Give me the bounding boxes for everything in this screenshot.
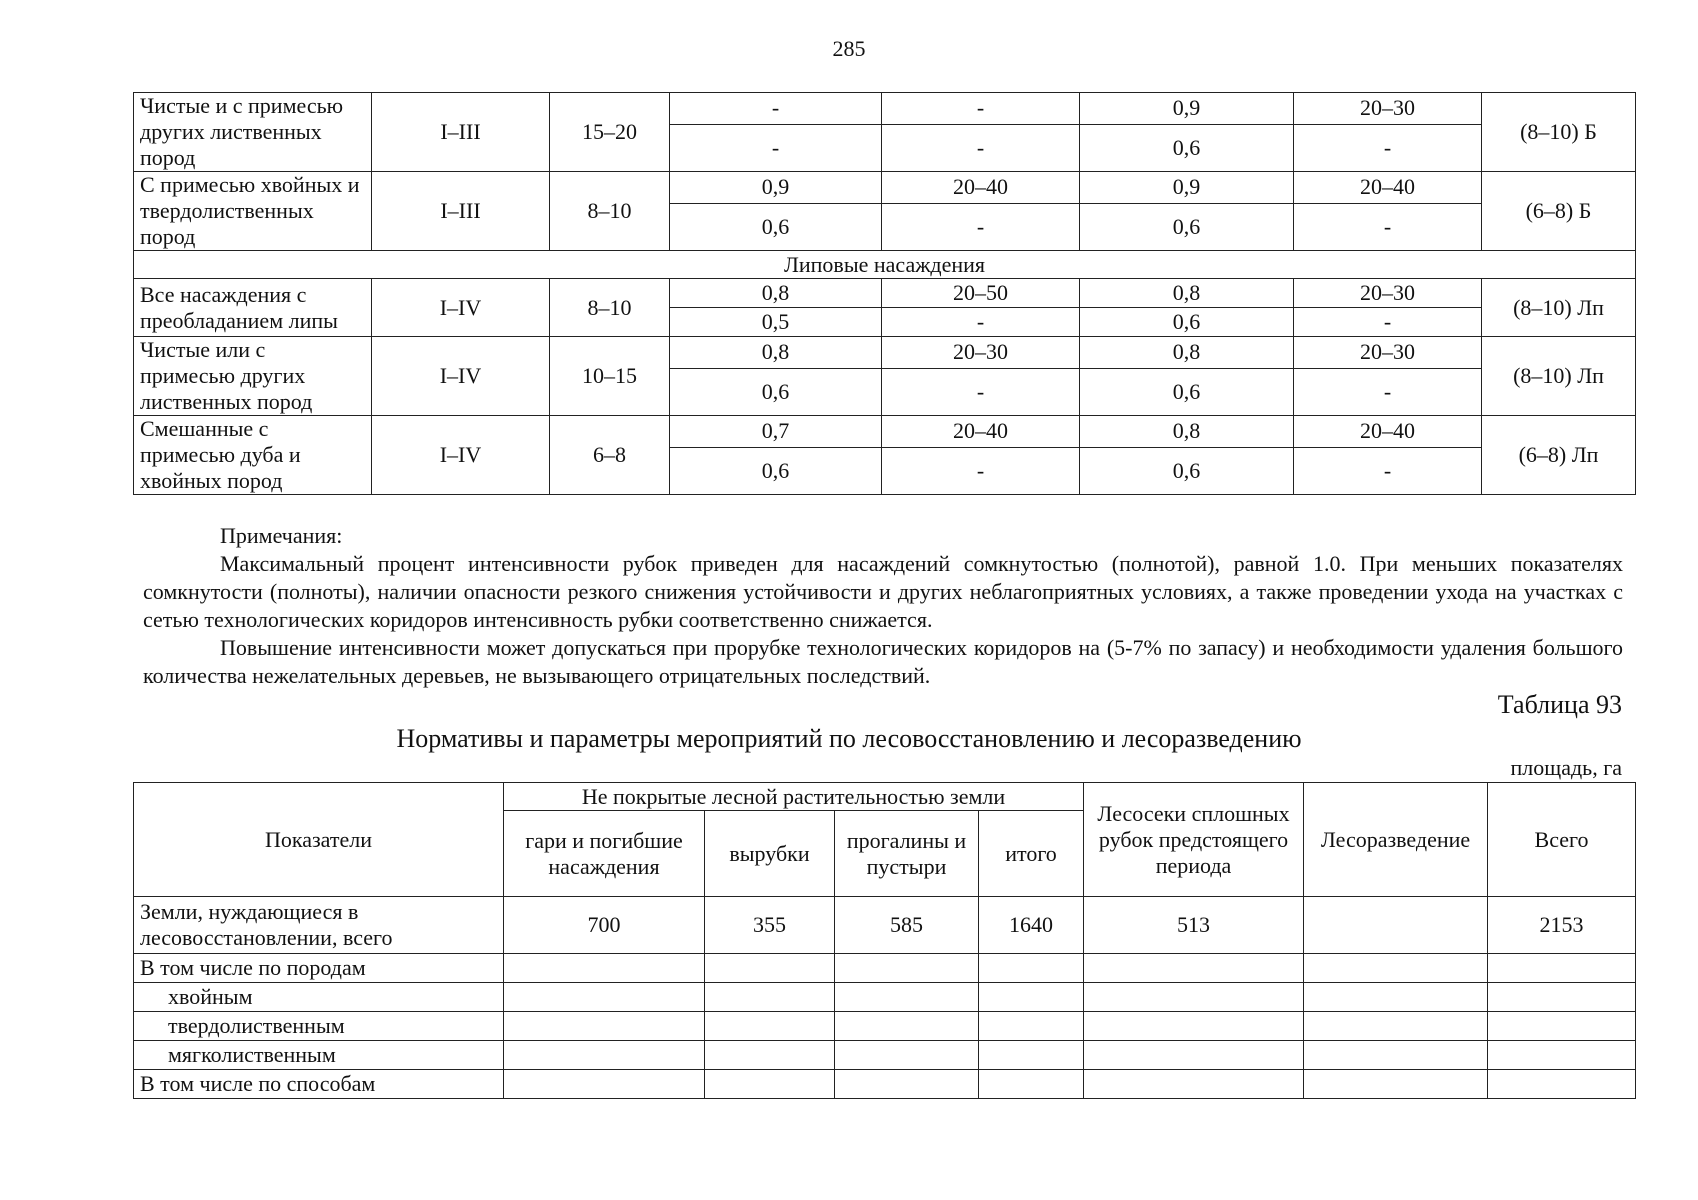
value-cell: - [1294,368,1482,415]
value-cell: 0,6 [670,447,882,494]
table-unit: площадь, га [1510,755,1622,780]
row-label: В том числе по породам [134,954,504,983]
table-row [134,954,1636,983]
stand-type-cell: С примесью хвойных и твердолиственных пород [134,172,372,251]
repeat-period-cell: 8–10 [550,172,670,251]
row-label: В том числе по способам [134,1070,504,1099]
value-cell: - [882,203,1080,250]
row-label: мягколиственным [134,1041,504,1070]
table-row [134,1070,1636,1099]
value-cell: 700 [504,897,705,954]
column-header: прогалины и пустыри [835,811,979,897]
value-cell: 0,8 [1080,279,1294,308]
value-cell [504,983,705,1012]
stand-type-cell: Смешанные с примесью дуба и хвойных пород [134,416,372,495]
page-number: 285 [832,36,866,61]
column-header: итого [979,811,1084,897]
value-cell: 20–40 [1294,416,1482,448]
value-cell [705,1070,835,1099]
value-cell: 0,7 [670,416,882,448]
header-row [134,783,1636,811]
value-cell [835,1070,979,1099]
value-cell [504,1012,705,1041]
value-cell [1084,1070,1304,1099]
column-header: Показатели [134,783,504,897]
value-cell [1304,1012,1488,1041]
column-header: вырубки [705,811,835,897]
value-cell [979,1070,1084,1099]
value-cell: - [882,308,1080,337]
value-cell [1084,983,1304,1012]
table-row [134,279,1636,308]
value-cell [835,983,979,1012]
value-cell: - [882,368,1080,415]
value-cell: 355 [705,897,835,954]
repeat-period-cell: 10–15 [550,337,670,416]
note-paragraph: Повышение интенсивности может допускаться при прорубке технологических коридоров на (5-7% по запасу) и необходимости удаления большого количества нежелательных деревьев, не вызывающего отрицательных последствий. [143,635,1623,688]
value-cell: 0,9 [1080,172,1294,204]
table-row [134,897,1636,954]
value-cell [979,1012,1084,1041]
repeat-period-cell: 15–20 [550,93,670,172]
value-cell [835,1041,979,1070]
value-cell: 0,9 [670,172,882,204]
value-cell: 20–50 [882,279,1080,308]
value-cell [835,1012,979,1041]
value-cell: 20–40 [882,172,1080,204]
value-cell [1304,1070,1488,1099]
value-cell: 513 [1084,897,1304,954]
composition-cell: (8–10) Б [1482,93,1636,172]
value-cell: - [670,124,882,171]
value-cell: 1640 [979,897,1084,954]
column-header: Не покрытые лесной растительностью земли [504,783,1084,811]
composition-cell: (6–8) Лп [1482,416,1636,495]
value-cell: 0,6 [1080,368,1294,415]
repeat-period-cell: 8–10 [550,279,670,337]
value-cell: 0,6 [670,368,882,415]
value-cell: 0,6 [1080,124,1294,171]
age-class-cell: I–IV [372,279,550,337]
value-cell: - [670,93,882,125]
value-cell [705,1012,835,1041]
composition-cell: (8–10) Лп [1482,279,1636,337]
column-header: Лесосеки сплошных рубок предстоящего периода [1084,783,1304,897]
composition-cell: (8–10) Лп [1482,337,1636,416]
value-cell: - [1294,203,1482,250]
value-cell: 20–30 [1294,337,1482,369]
composition-cell: (6–8) Б [1482,172,1636,251]
value-cell [705,1041,835,1070]
value-cell: 585 [835,897,979,954]
value-cell: 0,8 [1080,337,1294,369]
column-header: гари и погибшие насаждения [504,811,705,897]
value-cell: - [1294,308,1482,337]
repeat-period-cell: 6–8 [550,416,670,495]
column-header: Всего [1488,783,1636,897]
section-title: Липовые насаждения [134,251,1636,279]
table-row [134,416,1636,448]
age-class-cell: I–III [372,93,550,172]
value-cell: 20–40 [882,416,1080,448]
table-row [134,983,1636,1012]
column-header: Лесоразведение [1304,783,1488,897]
table-row [134,1041,1636,1070]
value-cell: - [882,93,1080,125]
notes-heading: Примечания: [220,523,343,548]
row-label: хвойным [134,983,504,1012]
value-cell [1488,1041,1636,1070]
row-label: твердолиственным [134,1012,504,1041]
value-cell [979,954,1084,983]
value-cell: 0,6 [1080,447,1294,494]
value-cell [504,1070,705,1099]
value-cell: 20–30 [1294,93,1482,125]
value-cell: 20–40 [1294,172,1482,204]
table-row [134,93,1636,125]
value-cell: 0,6 [1080,308,1294,337]
value-cell [1304,897,1488,954]
value-cell: 0,6 [670,203,882,250]
value-cell: 20–30 [1294,279,1482,308]
value-cell: 2153 [1488,897,1636,954]
value-cell: - [882,447,1080,494]
value-cell [1084,1041,1304,1070]
value-cell: - [1294,447,1482,494]
notes-block [143,522,1623,690]
table-title: Нормативы и параметры мероприятий по лесовосстановлению и лесоразведению [396,724,1302,753]
value-cell [1084,1012,1304,1041]
value-cell: - [1294,124,1482,171]
value-cell [979,983,1084,1012]
value-cell [1304,954,1488,983]
value-cell [504,1041,705,1070]
table-row [134,1012,1636,1041]
value-cell [979,1041,1084,1070]
value-cell [705,954,835,983]
value-cell: 0,8 [670,337,882,369]
stand-type-cell: Все насаждения с преобладанием липы [134,279,372,337]
stand-type-cell: Чистые и с примесью других лиственных пород [134,93,372,172]
value-cell: 0,8 [670,279,882,308]
age-class-cell: I–IV [372,416,550,495]
row-label: Земли, нуждающиеся в лесовосстановлении, всего [134,897,504,954]
age-class-cell: I–III [372,172,550,251]
age-class-cell: I–IV [372,337,550,416]
thinning-norms-table [133,92,1636,495]
note-paragraph: Максимальный процент интенсивности рубок приведен для насаждений сомкнутостью (полнотой), равной 1.0. При меньших показателях сомкнутости (полноты), наличии опасности резкого снижения устойчивости и других неблагоприятных условиях, а также проведении ухода на участках с сетью технологических коридоров интенсивность рубки соответственно снижается. [143,551,1623,632]
value-cell: 20–30 [882,337,1080,369]
value-cell [705,983,835,1012]
value-cell [1488,983,1636,1012]
reforestation-table [133,782,1636,1099]
table-row [134,337,1636,369]
value-cell [1084,954,1304,983]
value-cell [835,954,979,983]
value-cell: 0,5 [670,308,882,337]
value-cell [1488,954,1636,983]
value-cell [504,954,705,983]
table-number: Таблица 93 [1497,690,1622,719]
value-cell: 0,6 [1080,203,1294,250]
value-cell [1488,1070,1636,1099]
stand-type-cell: Чистые или с примесью других лиственных пород [134,337,372,416]
value-cell: - [882,124,1080,171]
value-cell [1304,983,1488,1012]
value-cell [1488,1012,1636,1041]
value-cell: 0,8 [1080,416,1294,448]
table-row [134,172,1636,204]
section-row [134,251,1636,279]
value-cell: 0,9 [1080,93,1294,125]
value-cell [1304,1041,1488,1070]
